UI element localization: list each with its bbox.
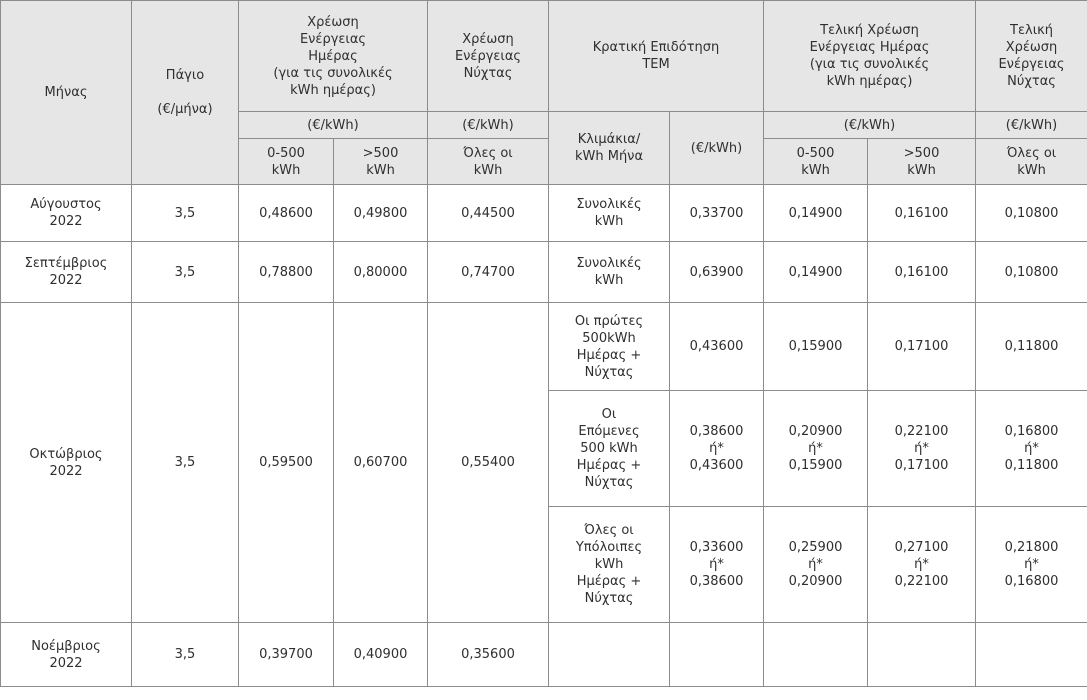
cell-subsidy: 0,63900 (670, 242, 764, 303)
cell-final-day-low (764, 623, 868, 687)
header-final-day: Τελική Χρέωση Ενέργειας Ημέρας (για τις συνολικές kWh ημέρας) (764, 1, 976, 112)
cell-subsidy (670, 623, 764, 687)
header-night-charge: Χρέωση Ενέργειας Νύχτας (428, 1, 549, 112)
cell-final-night: 0,10800 (976, 185, 1087, 242)
cell-day-low: 0,78800 (239, 242, 334, 303)
cell-tier: Οι πρώτες 500kWh Ημέρας + Νύχτας (549, 303, 670, 391)
table-row-november (1, 623, 1087, 687)
cell-final-day-high: 0,16100 (868, 185, 976, 242)
header-unit-day: (€/kWh) (239, 112, 428, 139)
cell-final-day-low: 0,15900 (764, 303, 868, 391)
header-unit-final-night: (€/kWh) (976, 112, 1087, 139)
cell-month: Νοέμβριος 2022 (1, 623, 132, 687)
cell-month: Σεπτέμβριος 2022 (1, 242, 132, 303)
cell-day-low: 0,39700 (239, 623, 334, 687)
cell-final-day-low: 0,14900 (764, 242, 868, 303)
cell-final-night: 0,16800 ή* 0,11800 (976, 391, 1087, 507)
cell-fee: 3,5 (132, 185, 239, 242)
cell-tier: Οι Επόμενες 500 kWh Ημέρας + Νύχτας (549, 391, 670, 507)
cell-final-day-low: 0,20900 ή* 0,15900 (764, 391, 868, 507)
cell-final-day-high (868, 623, 976, 687)
cell-fee: 3,5 (132, 242, 239, 303)
cell-final-day-high: 0,17100 (868, 303, 976, 391)
cell-day-high: 0,49800 (334, 185, 428, 242)
header-final-day-high: >500 kWh (868, 139, 976, 185)
cell-final-night: 0,21800 ή* 0,16800 (976, 507, 1087, 623)
cell-final-day-low: 0,25900 ή* 0,20900 (764, 507, 868, 623)
cell-subsidy: 0,43600 (670, 303, 764, 391)
header-unit-final-day: (€/kWh) (764, 112, 976, 139)
header-subsidy-unit: (€/kWh) (670, 112, 764, 185)
cell-day-high: 0,40900 (334, 623, 428, 687)
header-day-low: 0-500 kWh (239, 139, 334, 185)
header-subsidy-tier: Κλιμάκια/ kWh Μήνα (549, 112, 670, 185)
cell-final-day-low: 0,14900 (764, 185, 868, 242)
cell-tier: Συνολικές kWh (549, 242, 670, 303)
header-day-charge: Χρέωση Ενέργειας Ημέρας (για τις συνολικές kWh ημέρας) (239, 1, 428, 112)
cell-day-low: 0,59500 (239, 303, 334, 623)
cell-fee: 3,5 (132, 623, 239, 687)
cell-day-high: 0,60700 (334, 303, 428, 623)
cell-night: 0,55400 (428, 303, 549, 623)
header-subsidy: Κρατική Επιδότηση ΤΕΜ (549, 1, 764, 112)
cell-night: 0,74700 (428, 242, 549, 303)
table-header (1, 1, 1087, 185)
header-unit-night: (€/kWh) (428, 112, 549, 139)
cell-final-night: 0,10800 (976, 242, 1087, 303)
table-row-august (1, 185, 1087, 242)
cell-final-night: 0,11800 (976, 303, 1087, 391)
cell-night: 0,44500 (428, 185, 549, 242)
cell-tier: Συνολικές kWh (549, 185, 670, 242)
table-row-september (1, 242, 1087, 303)
header-fee: Πάγιο (€/μήνα) (132, 1, 239, 185)
cell-final-day-high: 0,27100 ή* 0,22100 (868, 507, 976, 623)
cell-fee: 3,5 (132, 303, 239, 623)
table-row-october (1, 303, 1087, 391)
cell-day-high: 0,80000 (334, 242, 428, 303)
header-night-all: Όλες οι kWh (428, 139, 549, 185)
table-body (1, 185, 1087, 687)
cell-day-low: 0,48600 (239, 185, 334, 242)
cell-subsidy: 0,33700 (670, 185, 764, 242)
header-final-night: Τελική Χρέωση Ενέργειας Νύχτας (976, 1, 1087, 112)
header-final-day-low: 0-500 kWh (764, 139, 868, 185)
cell-tier (549, 623, 670, 687)
cell-month: Οκτώβριος 2022 (1, 303, 132, 623)
cell-tier: Όλες οι Υπόλοιπες kWh Ημέρας + Νύχτας (549, 507, 670, 623)
cell-final-night (976, 623, 1087, 687)
cell-night: 0,35600 (428, 623, 549, 687)
header-day-high: >500 kWh (334, 139, 428, 185)
cell-final-day-high: 0,16100 (868, 242, 976, 303)
header-final-night-all: Όλες οι kWh (976, 139, 1087, 185)
header-month: Μήνας (1, 1, 132, 185)
cell-subsidy: 0,33600 ή* 0,38600 (670, 507, 764, 623)
cell-month: Αύγουστος 2022 (1, 185, 132, 242)
cell-final-day-high: 0,22100 ή* 0,17100 (868, 391, 976, 507)
cell-subsidy: 0,38600 ή* 0,43600 (670, 391, 764, 507)
